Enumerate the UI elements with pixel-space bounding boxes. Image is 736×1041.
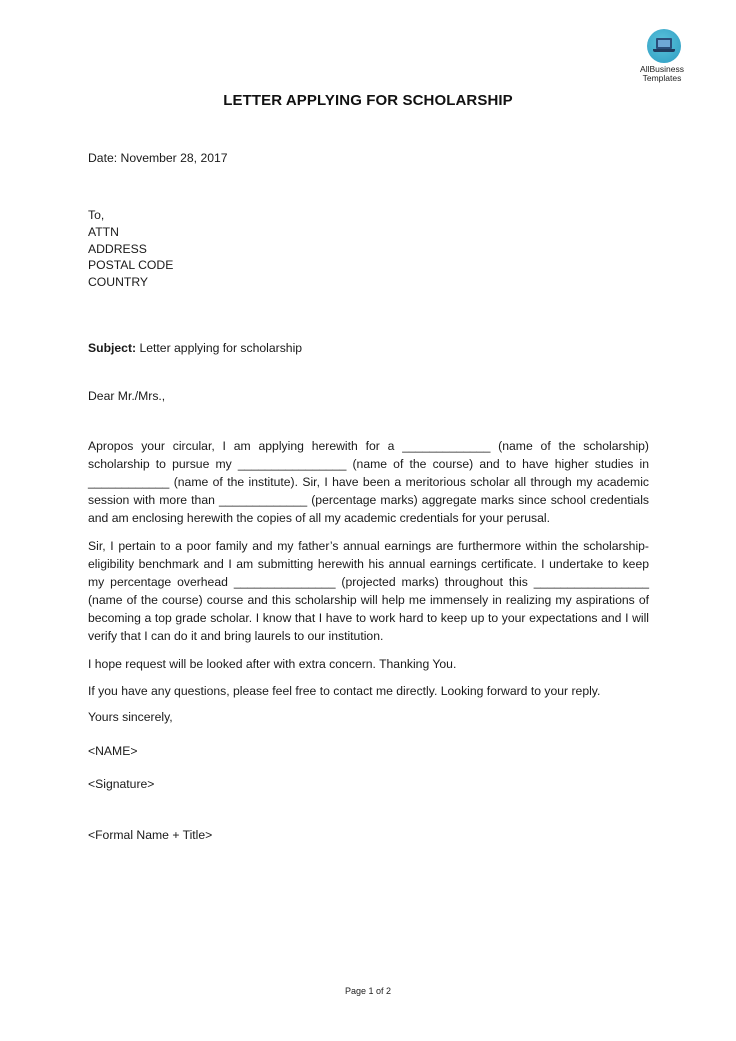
body-paragraph-3: I hope request will be looked after with extra concern. Thanking You. (88, 657, 457, 671)
salutation: Dear Mr./Mrs., (88, 389, 166, 403)
body-paragraph-1: Apropos your circular, I am applying herewith for a _____________ (name of the scholarship) scholarship to pursue my ________________ (name of the course) and to have higher studies in ____________ (name of the institute). Sir, I have been a meritorious scholar all through my academic session with more than _____________ (percentage marks) aggregate marks since school credentials and am enclosing herewith the copies of all my academic credentials for your perusal. (88, 439, 649, 525)
closing-line: Yours sincerely, (88, 710, 173, 724)
logo-line-1: AllBusiness (640, 64, 684, 74)
laptop-icon (647, 29, 681, 63)
body-paragraph-4: If you have any questions, please feel free to contact me directly. Looking forward to your reply. (88, 684, 601, 698)
name-placeholder: <NAME> (88, 744, 138, 758)
letter-date: Date: November 28, 2017 (88, 151, 228, 165)
subject-text: Letter applying for scholarship (136, 341, 303, 355)
subject-label: Subject: (88, 341, 137, 355)
recipient-attn: ATTN (88, 224, 119, 239)
recipient-to: To, (88, 208, 105, 222)
document-title: LETTER APPLYING FOR SCHOLARSHIP (223, 92, 513, 109)
recipient-address-block (88, 207, 173, 291)
allbusiness-templates-logo (636, 29, 692, 83)
recipient-country: COUNTRY (88, 275, 149, 290)
subject-line (88, 341, 302, 355)
body-paragraph-2: Sir, I pertain to a poor family and my father’s annual earnings are furthermore within the scholarship-eligibility benchmark and I am submitting herewith his annual earnings certificate. I undertake to keep my percentage overhead _______________ (projected marks) throughout this _________________ (name of the course) course and this scholarship will help me immensely in realizing my aspirations of becoming a top grade scholar. I know that I have to work hard to keep up to your expectations and I will verify that I can do it and bring laurels to our institution. (88, 539, 649, 643)
page-number-footer: Page 1 of 2 (344, 986, 392, 996)
recipient-postal-code: POSTAL CODE (88, 258, 174, 273)
formal-name-title-placeholder: <Formal Name + Title> (88, 828, 213, 842)
recipient-address: ADDRESS (88, 241, 147, 256)
logo-line-2: Templates (642, 73, 682, 83)
logo-text (632, 65, 692, 83)
signature-placeholder: <Signature> (88, 777, 155, 791)
